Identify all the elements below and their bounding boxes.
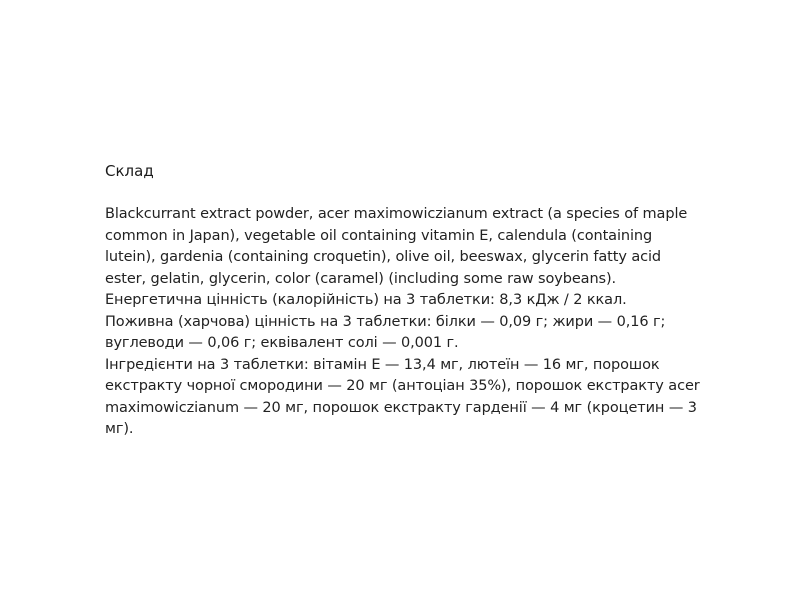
nutrition-value-paragraph: Поживна (харчова) цінність на 3 таблетки: білки — 0,09 г; жири — 0,16 г; вуглеводи — 0,06 г; еквівалент солі — 0,001 г.	[105, 313, 666, 351]
composition-section	[105, 160, 705, 441]
energy-value-paragraph: Енергетична цінність (калорійність) на 3 таблетки: 8,3 кДж / 2 ккал.	[105, 292, 627, 308]
active-ingredients-paragraph: Інгредієнти на 3 таблетки: вітамін Е — 13,4 мг, лютеїн — 16 мг, порошок екстракту чорної смородини — 20 мг (антоціан 35%), порошок екстракту acer maximowiczianum — 20 мг, порошок екстракту гарденії — 4 мг (кроцетин — 3 мг).	[105, 356, 700, 437]
ingredients-paragraph: Blackcurrant extract powder, acer maximowiczianum extract (a species of maple common in Japan), vegetable oil containing vitamin E, calendula (containing lutein), gardenia (containing croquetin), olive oil, beeswax, glycerin fatty acid ester, gelatin, glycerin, color (caramel) (including some raw soybeans).	[105, 206, 688, 287]
composition-text	[105, 204, 705, 441]
section-title: Склад	[105, 162, 154, 180]
